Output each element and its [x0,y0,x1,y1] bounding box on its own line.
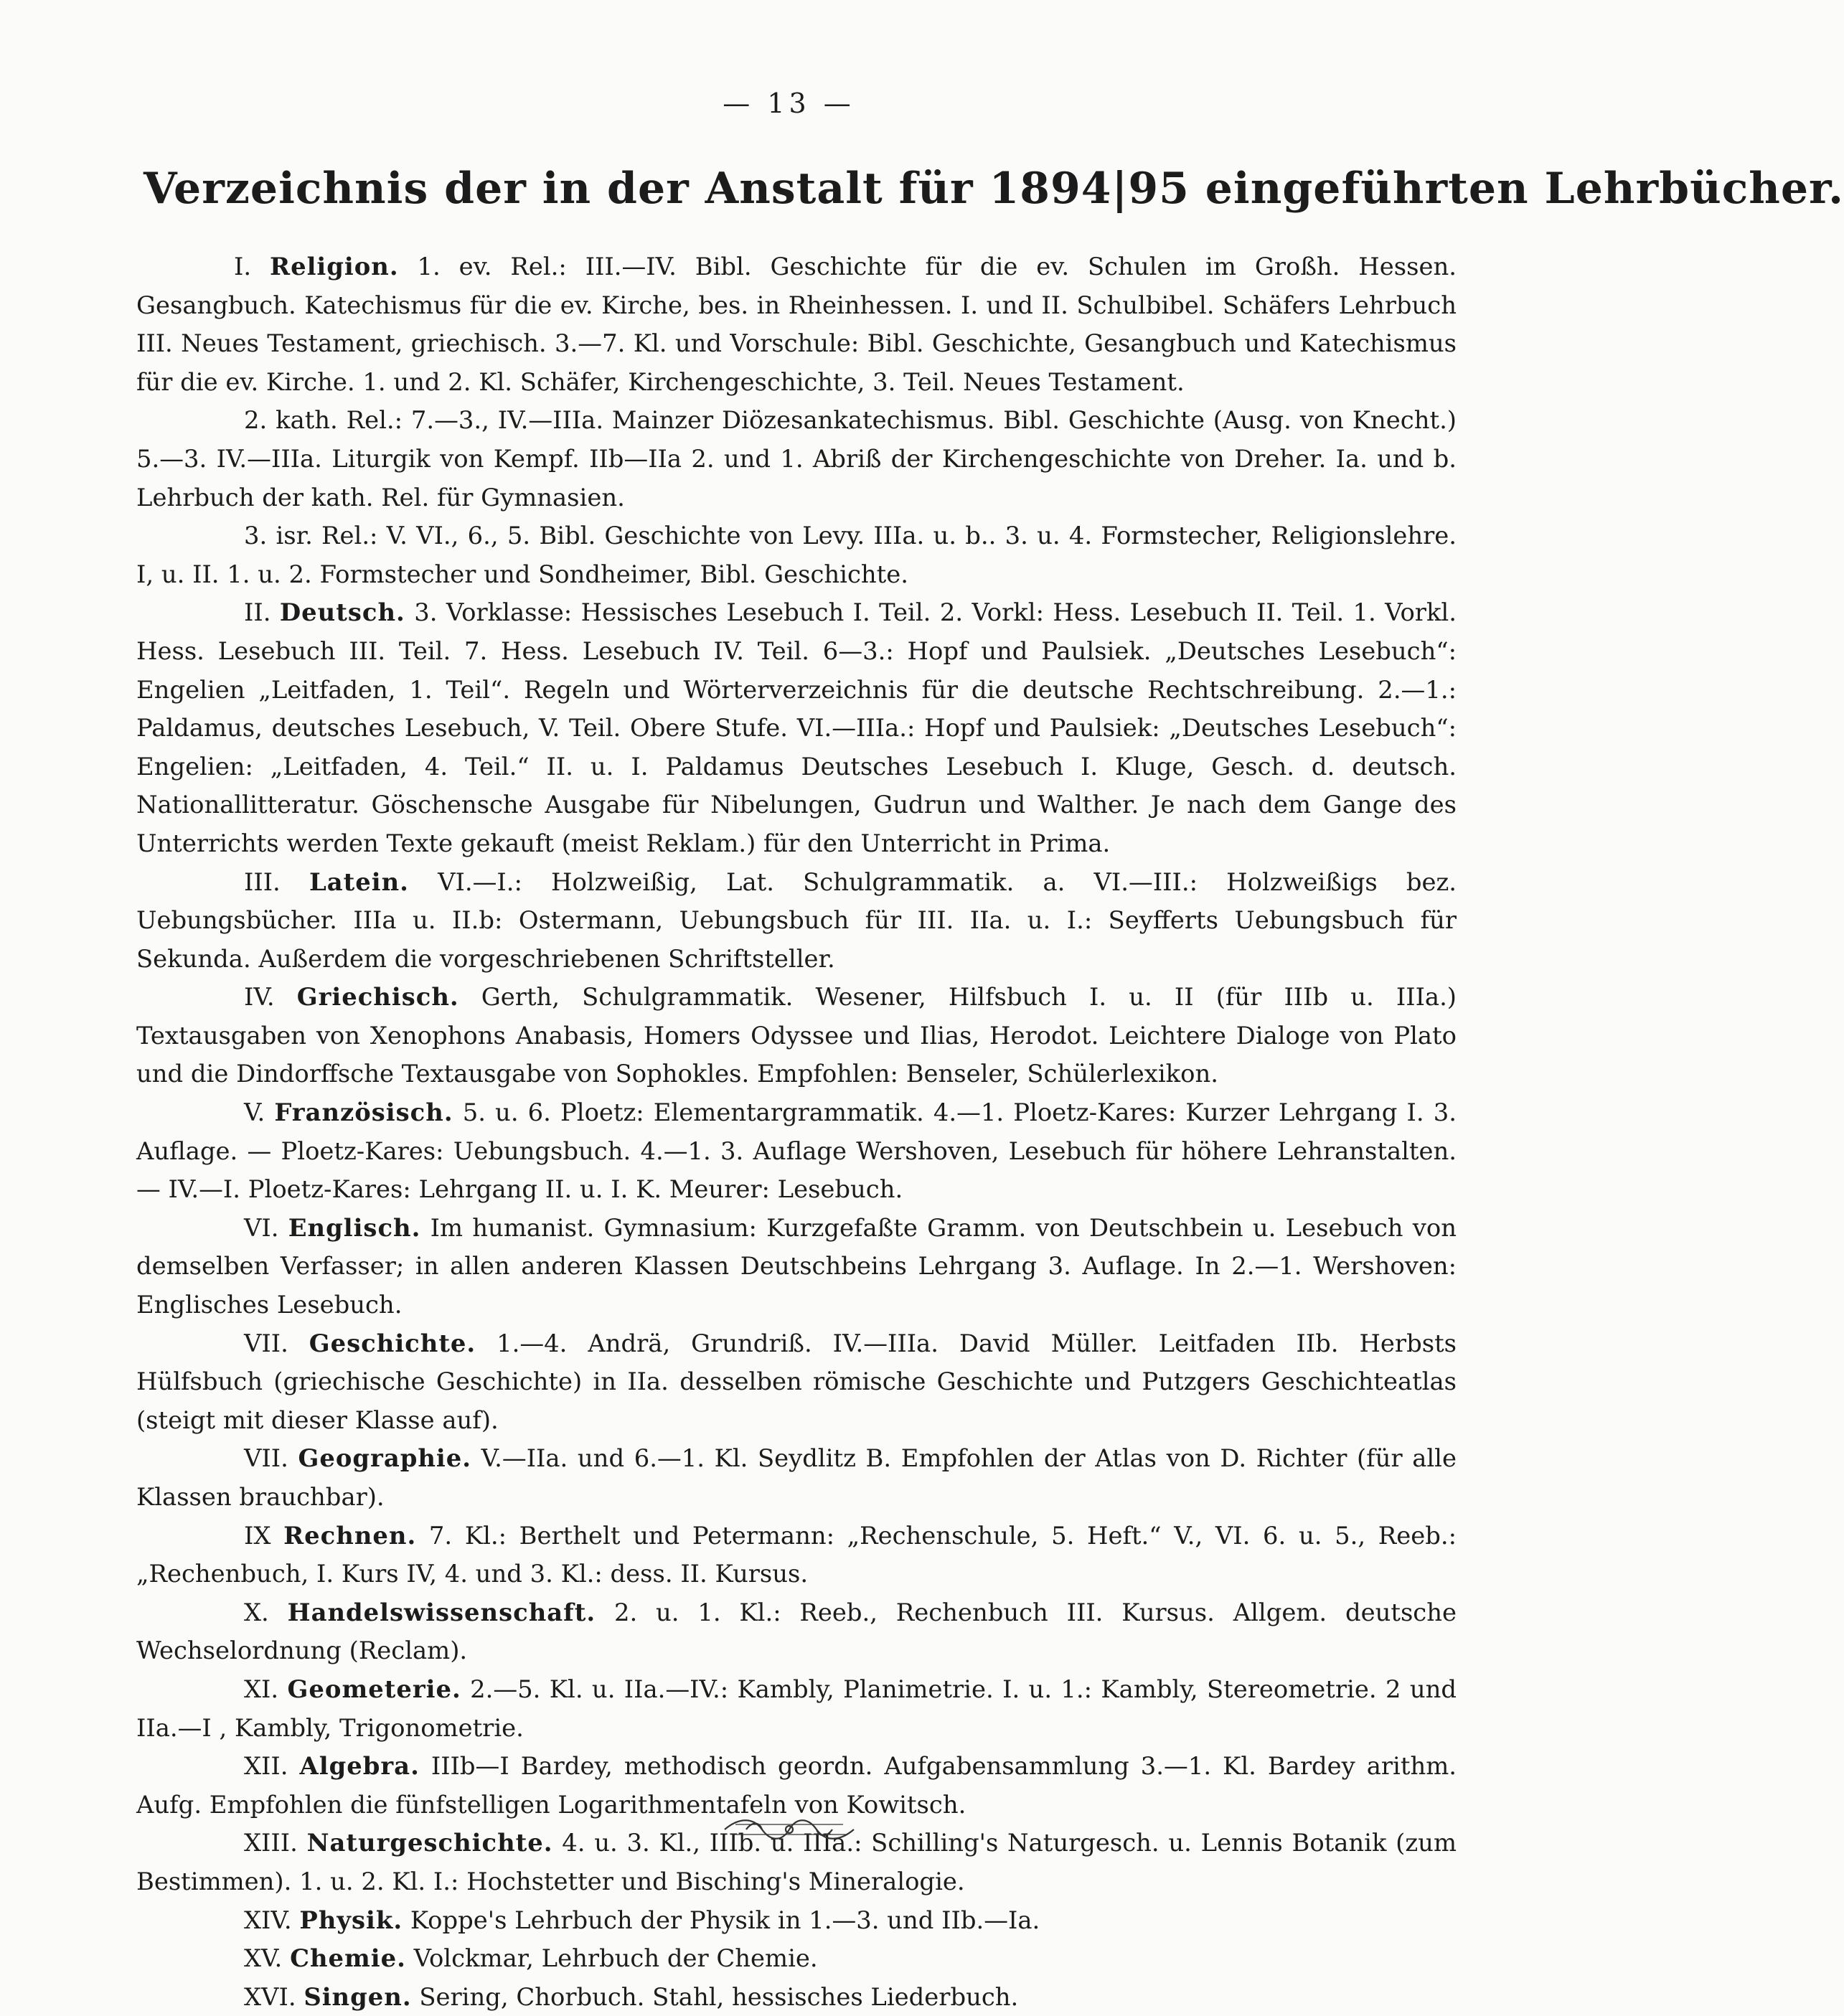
section-heading: Latein. [309,867,409,896]
section-paragraph [136,248,1457,401]
section-heading: Physik. [299,1905,403,1934]
section-number: VII. [244,1444,288,1473]
ornament-flourish-icon [0,1812,1578,1850]
section-paragraph [136,593,1457,862]
section-text: Sering, Chorbuch. Stahl, hessisches Liederbuch. [419,1982,1019,2011]
section-paragraph [136,1324,1457,1440]
section-number: XII. [244,1752,288,1781]
section-number: XIV. [244,1906,292,1934]
section-paragraph [136,1670,1457,1747]
section-text: 3. Vorklasse: Hessisches Lesebuch I. Teil. 2. Vorkl: Hess. Lesebuch II. Teil. 1. Vorkl. Hess. Lesebuch III. Teil. 7. Hess. Lesebuch IV. Teil. 6—3.: Hopf und Paulsiek. „Deutsches Lesebuch“: Engelien „Leitfaden, 1. Teil“. Regeln und Wörterverzeichnis für die deutsche Rechtschreibung. 2.—1.: Paldamus, deutsches Lesebuch, V. Teil. Obere Stufe. VI.—IIIa.: Hopf und Paulsiek: „Deutsches Lesebuch“: Engelien: „Leitfaden, 4. Teil.“ II. u. I. Paldamus Deutsches Lesebuch I. Kluge, Gesch. d. deutsch. Nationallitteratur. Göschensche Ausgabe für Nibelungen, Gudrun und Walther. Je nach dem Gange des Unterrichts werden Texte gekauft (meist Reklam.) für den Unterricht in Prima. [136,598,1457,857]
section-text: 2. u. 1. Kl.: Reeb., Rechenbuch III. Kursus. Allgem. deutsche Wechselordnung (Reclam). [136,1598,1457,1665]
section-number: XVI. [244,1982,296,2011]
section-heading: Geometerie. [287,1674,461,1703]
section-number: X. [244,1598,269,1626]
section-heading: Handelswissenschaft. [287,1597,596,1626]
section-text: IIIb—I Bardey, methodisch geordn. Aufgabensammlung 3.—1. Kl. Bardey arithm. Aufg. Empfohlen die fünfstelligen Logarithmentafeln von Kowitsch. [136,1752,1457,1819]
section-text: 3. isr. Rel.: V. VI., 6., 5. Bibl. Geschichte von Levy. IIIa. u. b.. 3. u. 4. Formstecher, Religionslehre. I, u. II. 1. u. 2. Formstecher und Sondheimer, Bibl. Geschichte. [136,522,1457,588]
section-paragraph [136,401,1457,517]
section-paragraph [136,1978,1457,2016]
section-paragraph [136,1209,1457,1324]
section-heading: Griechisch. [296,982,459,1012]
section-paragraph [136,1593,1457,1670]
section-number: V. [244,1098,265,1127]
section-text: 2. kath. Rel.: 7.—3., IV.—IIIa. Mainzer Diözesankatechismus. Bibl. Geschichte (Ausg. von Knecht.) 5.—3. IV.—IIIa. Liturgik von Kempf. IIb—IIa 2. und 1. Abriß der Kirchengeschichte von Dreher. Ia. und b. Lehrbuch der kath. Rel. für Gymnasien. [136,406,1457,512]
section-number: XI. [244,1674,279,1703]
section-text: 1.—4. Andrä, Grundriß. IV.—IIIa. David Müller. Leitfaden IIb. Herbsts Hülfsbuch (griechische Geschichte) in IIa. desselben römische Geschichte und Putzgers Geschichteatlas (steigt mit dieser Klasse auf). [136,1329,1457,1434]
section-number: XV. [244,1944,283,1973]
section-paragraph [136,1093,1457,1209]
section-text: 7. Kl.: Berthelt und Petermann: „Rechenschule, 5. Heft.“ V., VI. 6. u. 5., Reeb.: „Rechenbuch, I. Kurs IV, 4. und 3. Kl.: dess. II. Kursus. [136,1521,1457,1588]
section-number: VII. [244,1329,288,1357]
section-heading: Algebra. [299,1751,420,1781]
section-paragraph [136,863,1457,979]
section-number: XIII. [244,1829,298,1857]
page-title: Verzeichnis der in der Anstalt für 1894|95 eingeführten Lehrbücher. [144,164,1844,214]
section-heading: Rechnen. [283,1520,417,1550]
section-paragraph [136,1439,1457,1516]
section-heading: Geographie. [298,1443,472,1473]
section-text: 1. ev. Rel.: III.—IV. Bibl. Geschichte für die ev. Schulen im Großh. Hessen. Gesangbuch. Katechismus für die ev. Kirche, bes. in Rheinhessen. I. und II. Schulbibel. Schäfers Lehrbuch III. Neues Testament, griechisch. 3.—7. Kl. und Vorschule: Bibl. Geschichte, Gesangbuch und Katechismus für die ev. Kirche. 1. und 2. Kl. Schäfer, Kirchengeschichte, 3. Teil. Neues Testament. [136,253,1457,396]
section-heading: Singen. [304,1982,412,2011]
section-heading: Deutsch. [279,598,405,627]
section-text: 2.—5. Kl. u. IIa.—IV.: Kambly, Planimetrie. I. u. 1.: Kambly, Stereometrie. 2 und IIa.—I , Kambly, Trigonometrie. [136,1674,1457,1742]
section-number: IV. [244,983,275,1012]
section-heading: Naturgeschichte. [306,1828,553,1857]
section-paragraph [136,517,1457,593]
section-text: Gerth, Schulgrammatik. Wesener, Hilfsbuch I. u. II (für IIIb u. IIIa.) Textausgaben von Xenophons Anabasis, Homers Odyssee und Ilias, Herodot. Leichtere Dialoge von Plato und die Dindorffsche Textausgabe von Sophokles. Empfohlen: Benseler, Schülerlexikon. [136,983,1457,1088]
section-text: VI.—I.: Holzweißig, Lat. Schulgrammatik. a. VI.—III.: Holzweißigs bez. Uebungsbücher. IIIa u. II.b: Ostermann, Uebungsbuch für III. IIa. u. I.: Seyfferts Uebungsbuch für Sekunda. Außerdem die vorgeschriebenen Schriftsteller. [136,867,1457,973]
section-paragraph [136,1517,1457,1593]
section-heading: Englisch. [288,1212,421,1242]
textbook-list [136,248,1457,2016]
section-text: Im humanist. Gymnasium: Kurzgefaßte Gramm. von Deutschbein u. Lesebuch von demselben Verfasser; in allen anderen Klassen Deutschbeins Lehrgang 3. Auflage. In 2.—1. Wershoven: Englisches Lesebuch. [136,1213,1457,1319]
section-heading: Französisch. [274,1098,453,1127]
section-heading: Geschichte. [309,1328,476,1357]
section-paragraph [136,978,1457,1093]
section-number: IX [244,1521,271,1550]
section-number: I. [234,253,252,281]
section-text: Volckmar, Lehrbuch der Chemie. [413,1944,818,1973]
section-number: III. [244,867,281,896]
section-number: VI. [244,1213,279,1242]
section-paragraph [136,1939,1457,1978]
section-number: II. [244,598,271,627]
section-text: 5. u. 6. Ploetz: Elementargrammatik. 4.—1. Ploetz-Kares: Kurzer Lehrgang I. 3. Auflage. — Ploetz-Kares: Uebungsbuch. 4.—1. 3. Auflage Wershoven, Lesebuch für höhere Lehranstalten. — IV.—I. Ploetz-Kares: Lehrgang II. u. I. K. Meurer: Lesebuch. [136,1098,1457,1204]
section-heading: Religion. [270,252,399,281]
section-heading: Chemie. [290,1944,406,1973]
ornament-svg [718,1812,861,1847]
page-number: — 13 — [723,88,855,119]
section-text: Koppe's Lehrbuch der Physik in 1.—3. und IIb.—Ia. [410,1906,1040,1934]
section-paragraph [136,1901,1457,1940]
section-text: V.—IIa. und 6.—1. Kl. Seydlitz B. Empfohlen der Atlas von D. Richter (für alle Klassen brauchbar). [136,1444,1457,1511]
section-text: 4. u. 3. Kl., IIIb. u. IIIa.: Schilling's Naturgesch. u. Lennis Botanik (zum Bestimmen). 1. u. 2. Kl. I.: Hochstetter und Bisching's Mineralogie. [136,1829,1457,1895]
